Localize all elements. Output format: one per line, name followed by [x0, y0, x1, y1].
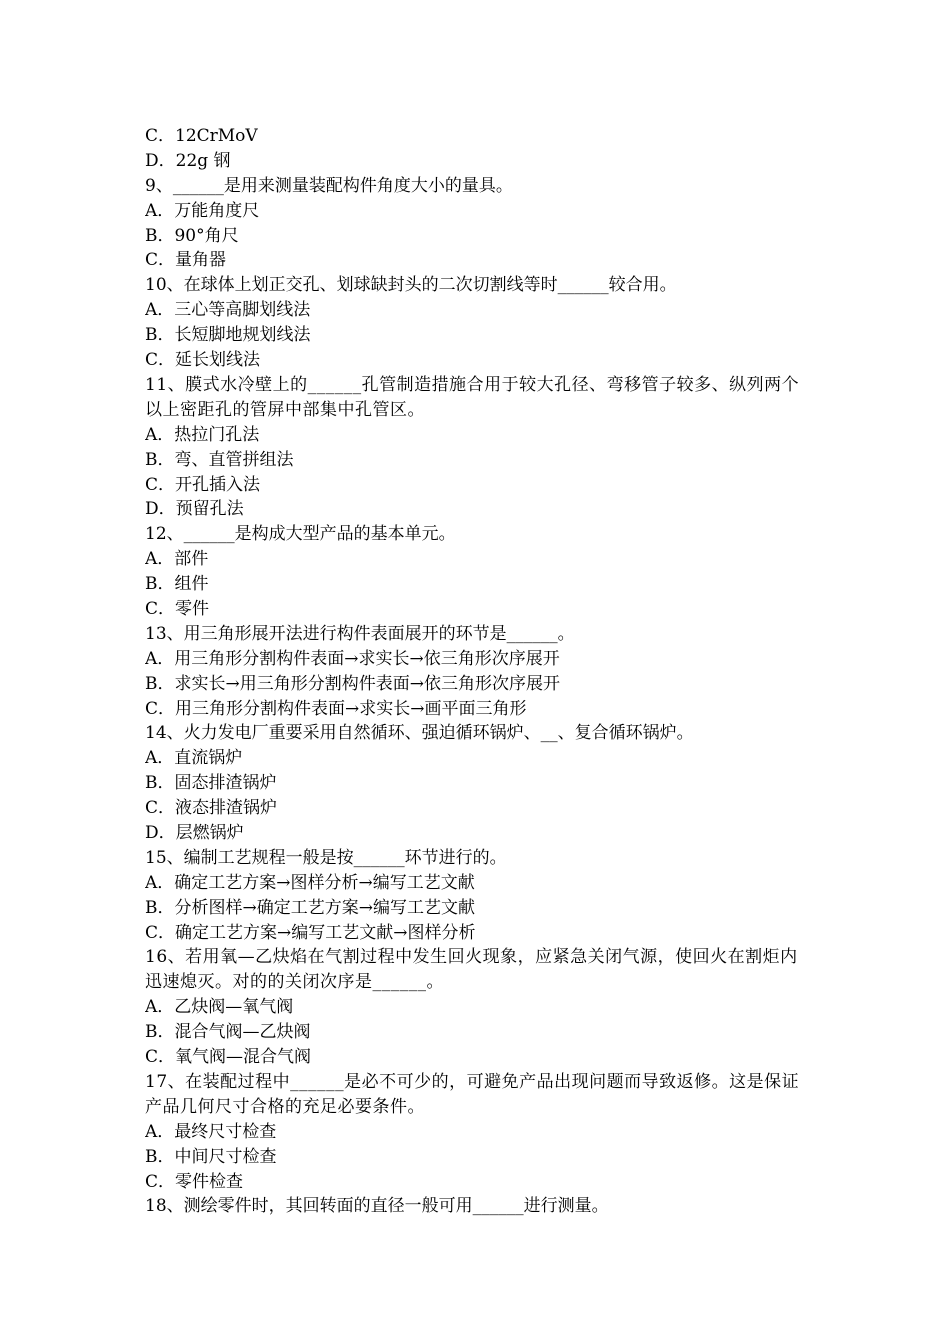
option-c-q9: C．量角器: [145, 250, 227, 271]
option-c-q16: C．氧气阀—混合气阀: [145, 1047, 312, 1068]
question-14: 14、火力发电厂重要采用自然循环、强迫循环锅炉、__、复合循环锅炉。: [145, 723, 694, 744]
option-b-q15: B．分析图样→确定工艺方案→编写工艺文献: [145, 897, 475, 918]
option-c-q11: C．开孔插入法: [145, 474, 261, 495]
option-d-q8: D．22g 钢: [145, 150, 231, 171]
option-a-q12: A．部件: [145, 549, 209, 570]
option-d-q11: D．预留孔法: [145, 499, 244, 520]
question-17: 17、在装配过程中______是必不可少的，可避免产品出现问题而导致返修。这是保证产品几何尺寸合格的充足必要条件。: [145, 1071, 800, 1117]
option-b-q11: B．弯、直管拼组法: [145, 449, 294, 470]
option-b-q17: B．中间尺寸检查: [145, 1146, 277, 1167]
question-11: 11、膜式水冷壁上的______孔管制造措施合用于较大孔径、弯移管子较多、纵列两个以上密距孔的管屏中部集中孔管区。: [145, 374, 800, 420]
question-9: 9、______是用来测量装配构件角度大小的量具。: [145, 175, 513, 196]
option-b-q12: B．组件: [145, 574, 209, 595]
question-16: 16、若用氧—乙炔焰在气割过程中发生回火现象，应紧急关闭气源，使回火在割炬内迅速熄灭。对的的关闭次序是______。: [145, 947, 798, 993]
option-c-q13: C．用三角形分割构件表面→求实长→画平面三角形: [145, 698, 527, 719]
option-a-q11: A．热拉门孔法: [145, 424, 260, 445]
option-b-q9: B．90°角尺: [145, 225, 239, 246]
question-12: 12、______是构成大型产品的基本单元。: [145, 524, 456, 545]
option-b-q10: B．长短脚地规划线法: [145, 325, 311, 346]
question-10: 10、在球体上划正交孔、划球缺封头的二次切割线等时______较合用。: [145, 275, 677, 296]
option-b-q14: B．固态排渣锅炉: [145, 773, 277, 794]
option-c-q10: C．延长划线法: [145, 350, 261, 371]
option-a-q16: A．乙炔阀—氧气阀: [145, 997, 294, 1018]
option-b-q16: B．混合气阀—乙炔阀: [145, 1022, 311, 1043]
option-a-q10: A．三心等高脚划线法: [145, 300, 311, 321]
option-c-q12: C．零件: [145, 598, 210, 619]
option-c-q17: C．零件检查: [145, 1171, 244, 1192]
option-a-q14: A．直流锅炉: [145, 748, 243, 769]
option-a-q13: A．用三角形分割构件表面→求实长→依三角形次序展开: [145, 648, 560, 669]
option-a-q15: A．确定工艺方案→图样分析→编写工艺文献: [145, 872, 475, 893]
question-13: 13、用三角形展开法进行构件表面展开的环节是______。: [145, 623, 575, 644]
question-18: 18、测绘零件时，其回转面的直径一般可用______进行测量。: [145, 1196, 609, 1217]
option-a-q9: A．万能角度尺: [145, 200, 260, 221]
option-a-q17: A．最终尺寸检查: [145, 1121, 277, 1142]
document-body: [145, 124, 810, 1219]
option-c-q8: C．12CrMoV: [145, 126, 258, 146]
option-c-q14: C．液态排渣锅炉: [145, 798, 278, 819]
option-d-q14: D．层燃锅炉: [145, 822, 244, 843]
option-b-q13: B．求实长→用三角形分割构件表面→依三角形次序展开: [145, 673, 560, 694]
option-c-q15: C．确定工艺方案→编写工艺文献→图样分析: [145, 922, 476, 943]
question-15: 15、编制工艺规程一般是按______环节进行的。: [145, 847, 507, 868]
